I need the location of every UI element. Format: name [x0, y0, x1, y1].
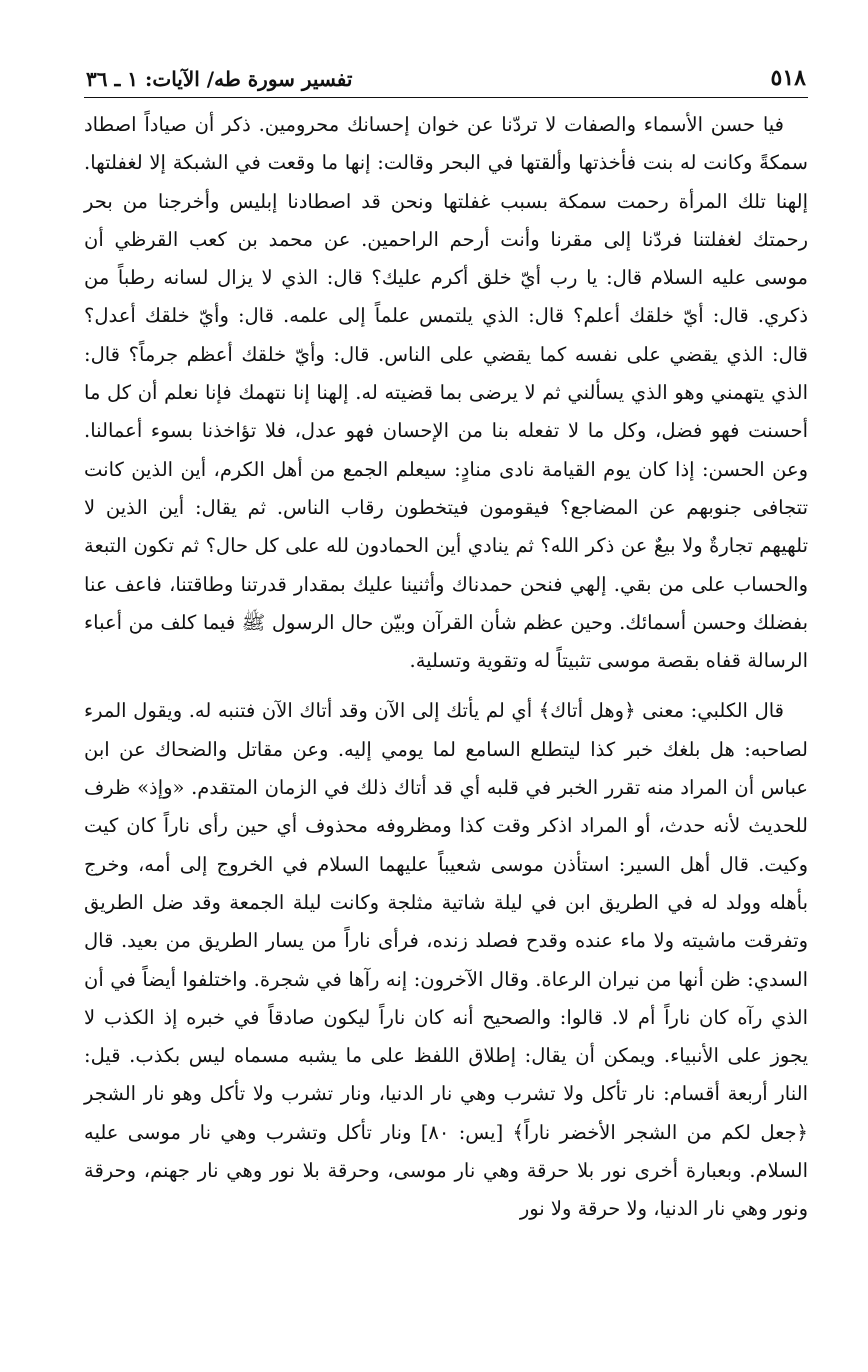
- page-number: ٥١٨: [770, 65, 806, 91]
- book-page: [84, 58, 808, 1229]
- running-title: تفسير سورة طه/ الآيات: ١ ـ ٣٦: [86, 67, 353, 91]
- paragraph: قال الكلبي: معنى ﴿وهل أتاك﴾ أي لم يأتك إلى الآن وقد أتاك الآن فتنبه له. ويقول المرء لصاحبه: هل بلغك خبر كذا ليتطلع السامع لما يومي إليه. وعن مقاتل والضحاك عن ابن عباس أن المراد منه تقرر الخبر في قلبه أي قد أتاك ذلك في الزمان المتقدم. «وإذ» ظرف للحديث لأنه حدث، أو المراد اذكر وقت كذا ومظروفه محذوف أي حين رأى ناراً كان كيت وكيت. قال أهل السير: استأذن موسى شعيباً عليهما السلام في الخروج إلى أمه، وخرج بأهله وولد له في الطريق ابن في ليلة شاتية مثلجة وكانت ليلة الجمعة وقد ضل الطريق وتفرقت ماشيته ولا ماء عنده وقدح فصلد زنده، فرأى ناراً من يسار الطريق من بعيد. قال السدي: ظن أنها من نيران الرعاة. وقال الآخرون: إنه رآها في شجرة. واختلفوا أيضاً في أن الذي رآه كان ناراً أم لا. قالوا: والصحيح أنه كان ناراً ليكون صادقاً في خبره إذ الكذب لا يجوز على الأنبياء. ويمكن أن يقال: إطلاق اللفظ على ما يشبه مسماه ليس بكذب. قيل: النار أربعة أقسام: نار تأكل ولا تشرب وهي نار الدنيا، ونار تشرب ولا تأكل وهو نار الشجر ﴿جعل لكم من الشجر الأخضر ناراً﴾ [يس: ٨٠] ونار تأكل وتشرب وهي نار موسى عليه السلام. وبعبارة أخرى نور بلا حرقة وهي نار موسى، وحرقة بلا نور وهي نار جهنم، وحرقة ونور وهي نار الدنيا، ولا حرقة ولا نور: [84, 699, 808, 1221]
- paragraph-block: [84, 106, 808, 680]
- page-header: [84, 58, 808, 98]
- paragraph-block: [84, 692, 808, 1228]
- paragraph: فيا حسن الأسماء والصفات لا تردّنا عن خوان إحسانك محرومين. ذكر أن صياداً اصطاد سمكةً وكانت له بنت فأخذتها وألقتها في البحر وقالت: إنها ما وقعت في الشبكة إلا لغفلتها. إلهنا تلك المرأة رحمت سمكة بسبب غفلتها ونحن قد اصطادنا إبليس وأخرجنا من بحر رحمتك لغفلتنا فردّنا إلى مقرنا وأنت أرحم الراحمين. عن محمد بن كعب القرظي أن موسى عليه السلام قال: يا رب أيّ خلق أكرم عليك؟ قال: الذي لا يزال لسانه رطباً من ذكري. قال: أيّ خلقك أعلم؟ قال: الذي يلتمس علماً إلى علمه. قال: وأيّ خلقك أعدل؟ قال: الذي يقضي على نفسه كما يقضي على الناس. قال: وأيّ خلقك أعظم جرماً؟ قال: الذي يتهمني وهو الذي يسألني ثم لا يرضى بما قضيته له. إلهنا إنا نتهمك فإنا نعلم أن كل ما أحسنت فهو فضل، وكل ما لا تفعله بنا من الإحسان فهو عدل، فلا تؤاخذنا بسوء أعمالنا. وعن الحسن: إذا كان يوم القيامة نادى منادٍ: سيعلم الجمع من أهل الكرم، أين الذين كانت تتجافى جنوبهم عن المضاجع؟ فيقومون فيتخطون رقاب الناس. ثم يقال: أين الذين لا تلهيهم تجارةٌ ولا بيعٌ عن ذكر الله؟ ثم ينادي أين الحمادون لله على كل حال؟ ثم تكون التبعة والحساب على من بقي. إلهي فنحن حمدناك وأثنينا عليك بمقدار قدرتنا وطاقتنا، فاعف عنا بفضلك وحسن أسمائك. وحين عظم شأن القرآن وبيّن حال الرسول ﷺ فيما كلف من أعباء الرسالة قفاه بقصة موسى تثبيتاً له وتقوية وتسلية.: [84, 113, 808, 673]
